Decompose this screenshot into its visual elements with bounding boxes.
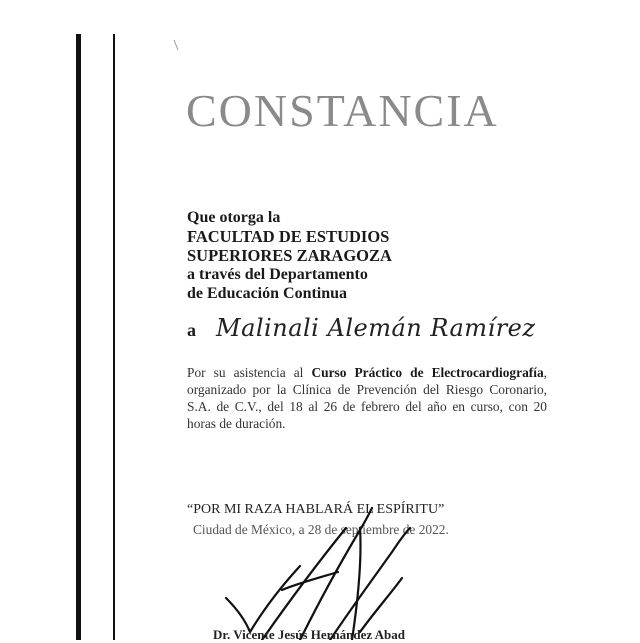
left-border-thin-rule	[113, 34, 115, 640]
place-and-date: Ciudad de México, a 28 de septiembre de 2022.	[193, 522, 449, 537]
course-name: Curso Práctico de Electrocardiografía	[311, 365, 544, 380]
signer-name: Dr. Vicente Jesús Hernández Abad	[213, 627, 405, 642]
recipient-line	[187, 314, 536, 342]
scan-mark	[172, 38, 182, 52]
body-intro: Por su asistencia al	[187, 365, 312, 380]
issuer-line-1: Que otorga la	[187, 209, 281, 226]
issuer-line-2: FACULTAD DE ESTUDIOS	[187, 227, 390, 246]
certificate-body	[187, 364, 547, 432]
left-border-thick-rule	[76, 34, 81, 640]
issuer-block	[187, 208, 392, 303]
issuer-line-5: de Educación Continua	[187, 285, 348, 302]
recipient-prefix: a	[187, 320, 196, 340]
recipient-name: Malinali Alemán Ramírez	[216, 314, 536, 342]
body-details: , organizado por la Clínica de Prevención del Riesgo Coronario, S.A. de C.V., del 18 al 26 de febrero del año en curso, con 20 horas de duración.	[187, 365, 547, 431]
issuer-line-4: a través del Departamento	[187, 266, 368, 283]
university-motto: “POR MI RAZA HABLARÁ EL ESPÍRITU”	[187, 502, 445, 517]
issuer-line-3: SUPERIORES ZARAGOZA	[187, 246, 392, 265]
document-title: CONSTANCIA	[186, 85, 499, 136]
